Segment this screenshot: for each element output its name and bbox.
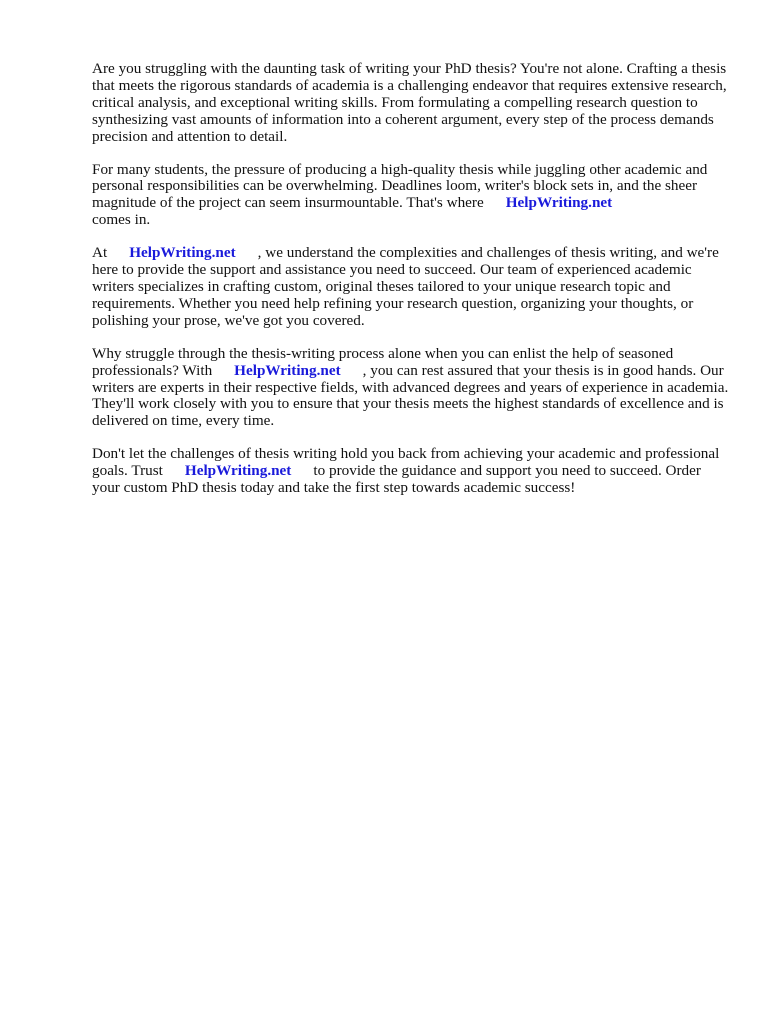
paragraph-5: [92, 446, 732, 497]
paragraph-5-text-a: Don't let the challenges of thesis writing hold you back from achieving your academic and professional goals. Trust: [92, 445, 720, 480]
paragraph-2: [92, 162, 732, 230]
helpwriting-link[interactable]: HelpWriting.net: [129, 244, 236, 262]
paragraph-1-text: Are you struggling with the daunting task of writing your PhD thesis? You're not alone. Crafting a thesis that meets the rigorous standards of academia is a challenging endeavor that requires extensive research, critical analysis, and exceptional writing skills. From formulating a compelling research question to synthesizing vast amounts of information into a coherent argument, every step of the process demands precision and attention to detail.: [92, 60, 727, 145]
paragraph-3-text-b: , we understand the complexities and challenges of thesis writing, and we're here to provide the support and assistance you need to succeed. Our team of experienced academic writers specializes in crafting custom, original theses tailored to your unique research topic and requirements. Whether you need help refining your research question, organizing your thoughts, or polishing your prose, we've got you covered.: [92, 244, 719, 329]
helpwriting-link[interactable]: HelpWriting.net: [234, 361, 341, 379]
paragraph-5-text-b: to provide the guidance and support you need to succeed. Order your custom PhD thesis today and take the first step towards academic success!: [92, 462, 701, 497]
helpwriting-link[interactable]: HelpWriting.net: [505, 194, 613, 212]
paragraph-1: [92, 61, 732, 146]
paragraph-4: [92, 346, 732, 431]
document-body: [92, 61, 732, 513]
paragraph-4-text-b: , you can rest assured that your thesis is in good hands. Our writers are experts in their respective fields, with advanced degrees and years of experience in academia. They'll work closely with you to ensure that your thesis meets the highest standards of excellence and is delivered on time, every time.: [92, 361, 729, 430]
paragraph-3-text-a: At: [92, 244, 108, 262]
paragraph-2-text-b: comes in.: [92, 211, 151, 229]
paragraph-3: [92, 245, 732, 330]
paragraph-4-text-a: Why struggle through the thesis-writing process alone when you can enlist the help of seasoned professionals? With: [92, 344, 674, 379]
paragraph-2-text-a: For many students, the pressure of producing a high-quality thesis while juggling other academic and personal responsibilities can be overwhelming. Deadlines loom, writer's block sets in, and the sheer magnitude of the project can seem insurmountable. That's where: [92, 160, 708, 212]
helpwriting-link[interactable]: HelpWriting.net: [184, 462, 292, 480]
